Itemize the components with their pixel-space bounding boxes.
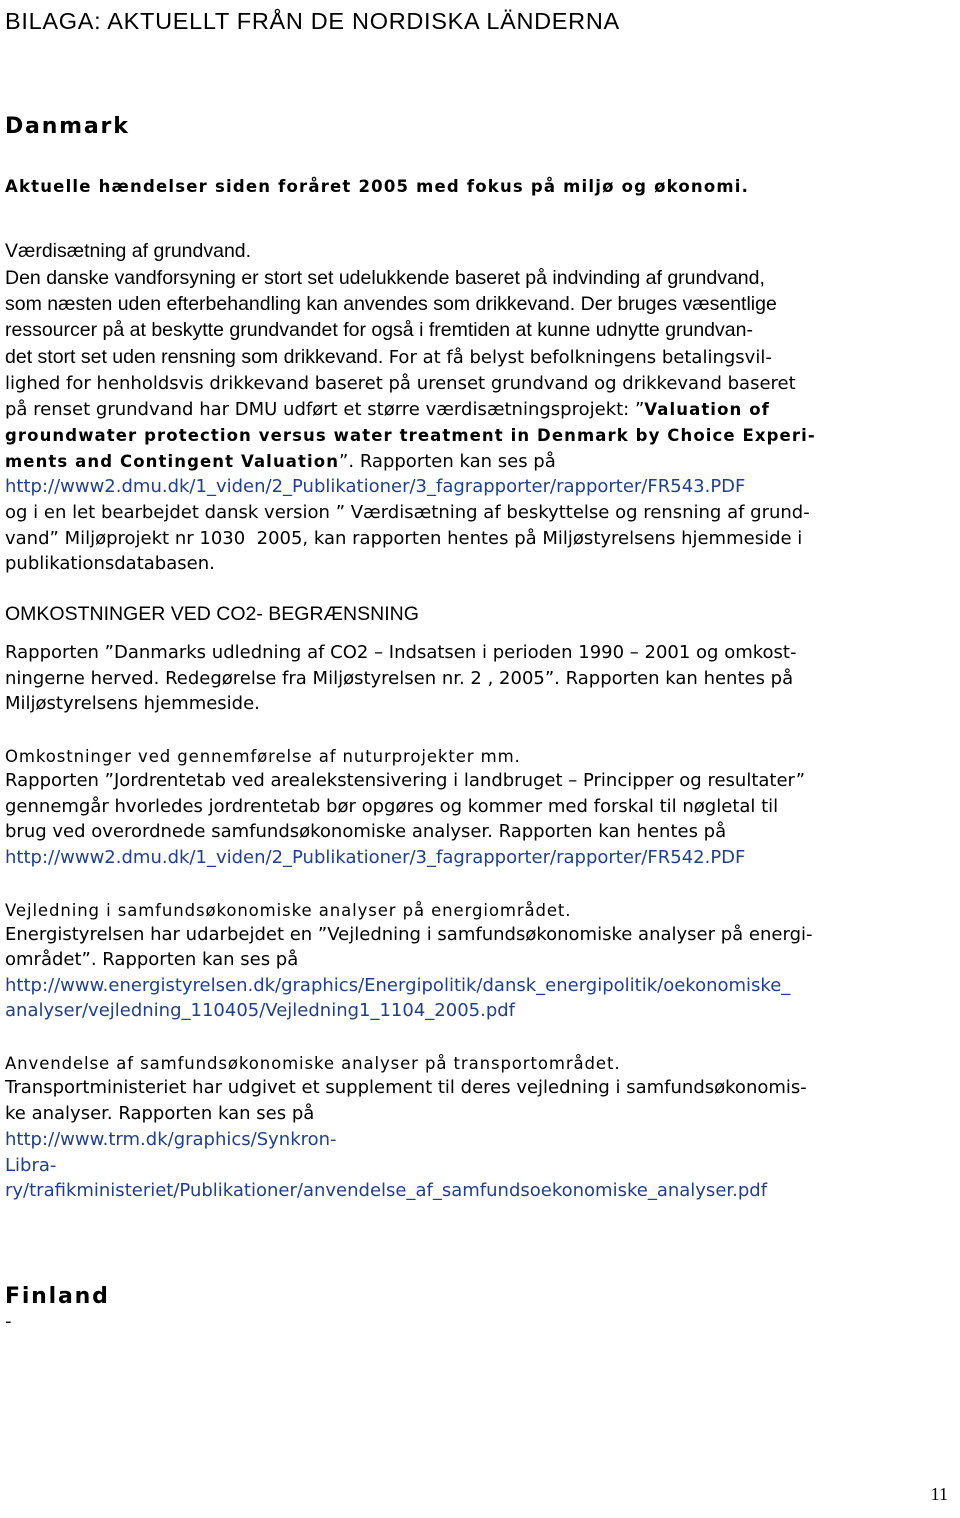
s2-line-1: Rapporten ”Danmarks udledning af CO2 – Indsatsen i perioden 1990 – 2001 og omkost- [5,642,797,663]
s1-line-11: publikationsdatabasen. [5,553,215,574]
s1-line-10: vand” Miljøprojekt nr 1030 2005, kan rapporten hentes på Miljøstyrelsens hjemmeside i [5,528,803,549]
s1-line-8a: ments and Contingent Valuation [5,452,340,471]
s1-line-7: groundwater protection versus water treatment in Denmark by Choice Experi- [5,426,816,445]
s5-line-1: Transportministeriet har udgivet et supplement til deres vejledning i samfundsøkonomis- [5,1077,807,1098]
s1-line-1: Den danske vandforsyning er stort set udelukkende baseret på indvinding af grundvand, [5,267,765,289]
section-subheading: Aktuelle hændelser siden foråret 2005 med fokus på miljø og økonomi. [5,177,750,196]
s4-line-1: Energistyrelsen har udarbejdet en ”Vejledning i samfundsøkonomiske analyser på energi- [5,924,813,945]
s3-line-3: brug ved overordnede samfundsøkonomiske analyser. Rapporten kan hentes på [5,821,727,842]
s1-line-6a: på renset grundvand har DMU udført et større værdisætningsprojekt: ” [5,399,645,420]
s1-line-2a: som næsten uden efterbehandling kan anvendes som drikkevand. [5,293,581,315]
s5-link-2[interactable]: Libra- [5,1155,57,1176]
s1-line-8b: ”. Rapporten kan ses på [339,451,556,472]
s1-link[interactable]: http://www2.dmu.dk/1_viden/2_Publikationer/3_fagrapporter/rapporter/FR543.PDF [5,476,746,497]
s1-line-4a: det stort set uden rensning som drikkevand. [5,346,389,368]
s4-link-1[interactable]: http://www.energistyrelsen.dk/graphics/Energipolitik/dansk_energipolitik/oekonomiske_ [5,975,791,996]
page-number: 11 [930,1484,948,1504]
section-heading-finland: Finland [5,1284,110,1309]
s1-line-4b: For at få belyst befolkningens betalingsvil- [388,347,772,368]
s2-line-2: ningerne herved. Redegørelse fra Miljøstyrelsen nr. 2 , 2005”. Rapporten kan hentes på [5,668,794,689]
s4-link-2[interactable]: analyser/vejledning_110405/Vejledning1_1104_2005.pdf [5,1000,516,1021]
s1-line-2b: Der bruges væsentlige [580,293,777,315]
s5-title: Anvendelse af samfundsøkonomiske analyser på transportområdet. [5,1054,621,1073]
s3-title: Omkostninger ved gennemførelse af nuturprojekter mm. [5,747,521,766]
s4-line-2: området”. Rapporten kan ses på [5,949,299,970]
s4-title: Vejledning i samfundsøkonomiske analyser på energiområdet. [5,901,572,920]
s2-line-3: Miljøstyrelsens hjemmeside. [5,693,260,714]
s3-line-1: Rapporten ”Jordrentetab ved arealekstensivering i landbruget – Principper og resultater” [5,770,806,791]
s1-title: Værdisætning af grundvand. [5,240,252,262]
s2-title: OMKOSTNINGER VED CO2- BEGRÆNSNING [5,603,419,625]
section-heading-denmark: Danmark [5,114,130,139]
s5-line-2: ke analyser. Rapporten kan ses på [5,1103,315,1124]
finland-dash: - [5,1311,12,1332]
page-title: BILAGA: AKTUELLT FRÅN DE NORDISKA LÄNDERNA [5,8,620,34]
s1-line-6 [5,397,770,422]
s1-line-8 [5,449,556,474]
s3-link[interactable]: http://www2.dmu.dk/1_viden/2_Publikationer/3_fagrapporter/rapporter/FR542.PDF [5,847,746,868]
s1-line-4 [5,345,772,370]
s1-line-5: lighed for henholdsvis drikkevand baseret på urenset grundvand og drikkevand baseret [5,373,796,394]
s5-link-3[interactable]: ry/trafikministeriet/Publikationer/anvendelse_af_samfundsoekonomiske_analyser.pdf [5,1180,768,1201]
s5-link-1[interactable]: http://www.trm.dk/graphics/Synkron- [5,1129,337,1150]
s1-line-9: og i en let bearbejdet dansk version ” Værdisætning af beskyttelse og rensning af grund- [5,502,810,523]
s3-line-2: gennemgår hvorledes jordrentetab bør opgøres og kommer med forskal til nøgletal til [5,796,779,817]
s1-line-2 [5,292,777,317]
s1-line-3: ressourcer på at beskytte grundvandet for også i fremtiden at kunne udnytte grundvan- [5,319,753,341]
s1-line-6b: Valuation of [644,400,770,419]
